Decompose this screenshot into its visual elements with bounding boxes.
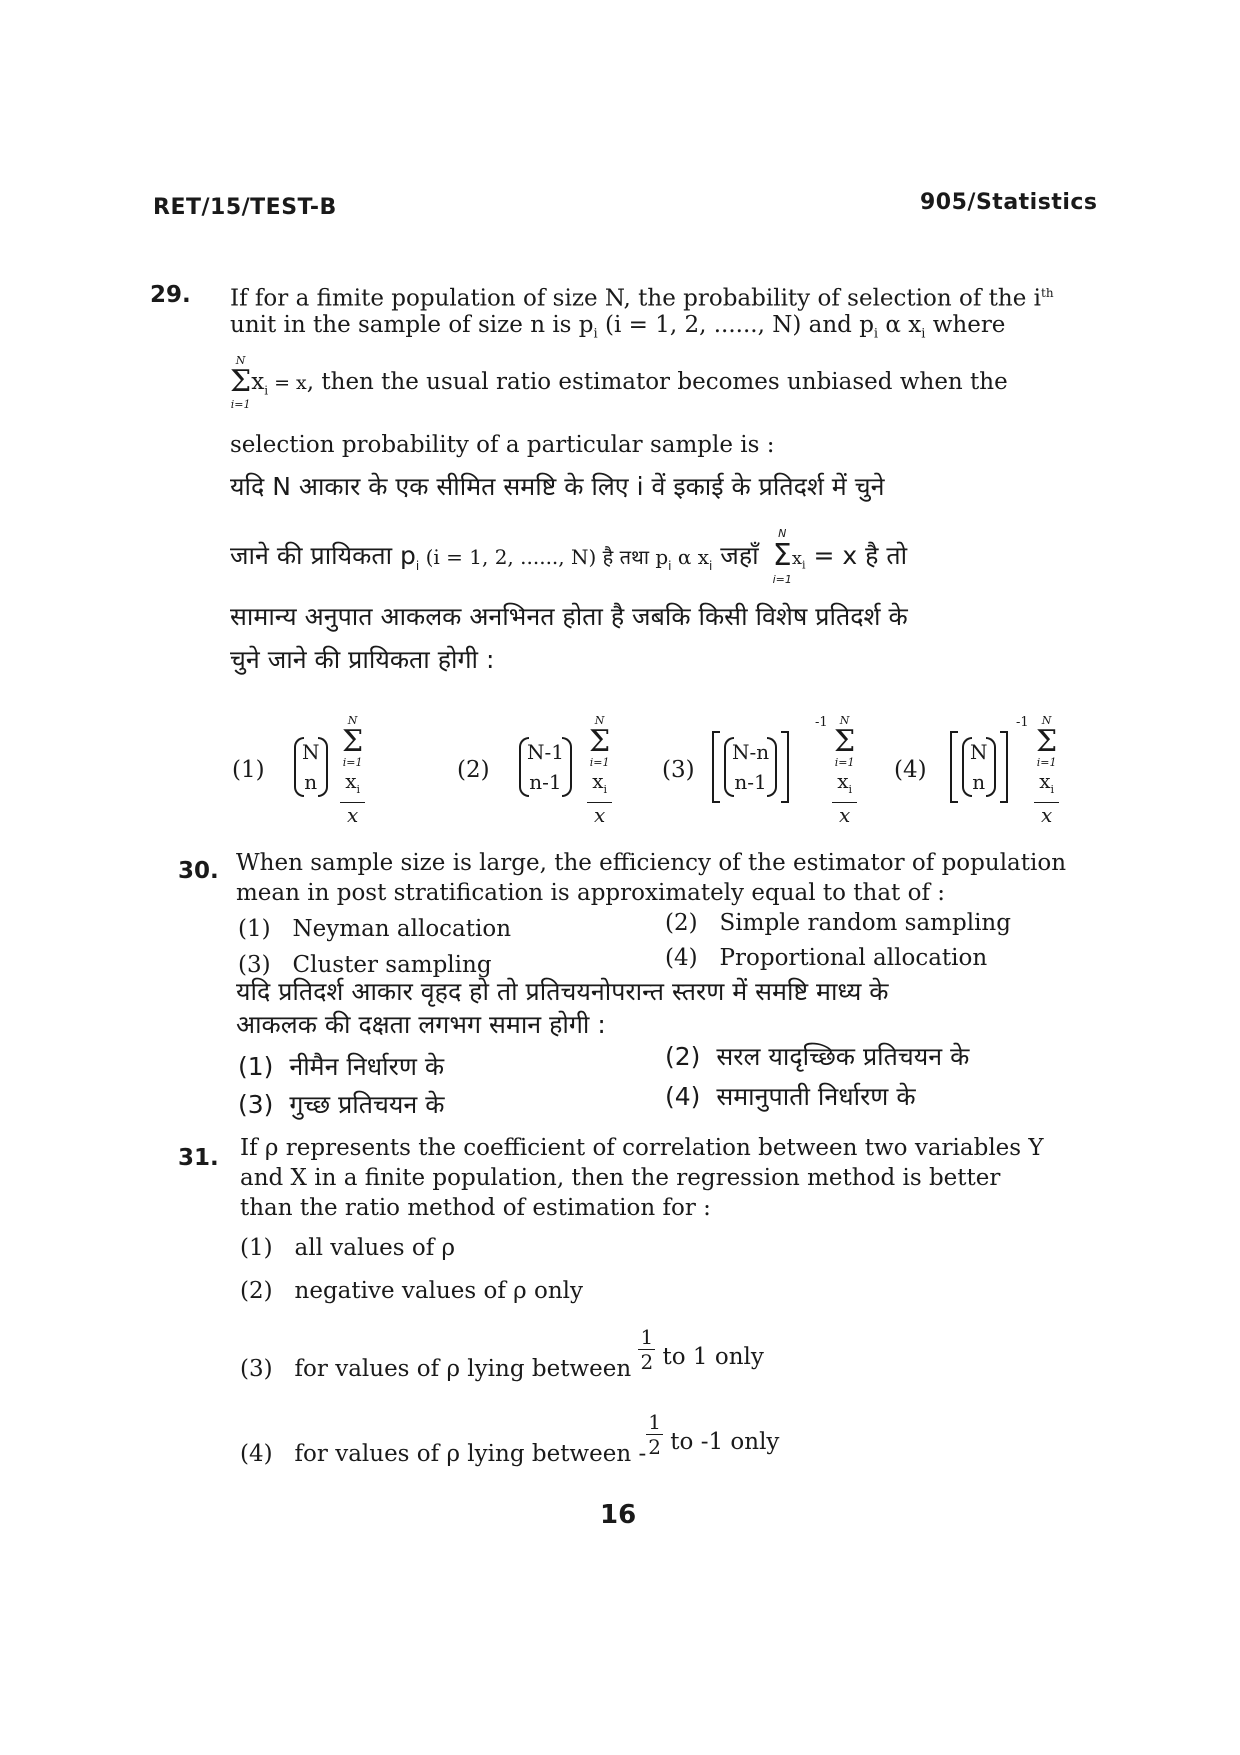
- sum-bottom: i=1: [342, 756, 363, 769]
- q29-hi-line1: यदि N आकार के एक सीमित समष्टि के लिए i वें इकाई के प्रतिदर्श में चुने: [230, 472, 885, 501]
- q29-option-3[interactable]: [662, 705, 856, 827]
- binom-bot: n: [304, 770, 318, 794]
- q29-en-line3-sub: i: [264, 383, 269, 398]
- sum-bottom: i=1: [834, 756, 855, 769]
- q29-en-line3-rest: , then the usual ratio estimator becomes unbiased when the: [306, 369, 1008, 395]
- sum-top: N: [347, 714, 358, 727]
- q31-number: 31.: [178, 1145, 219, 1171]
- q29-en-line2-sub1: i: [593, 326, 598, 342]
- q29-en-line1-text: If for a fimite population of size N, the probability of selection of the i: [230, 285, 1041, 312]
- q29-en-line2: [230, 310, 1005, 350]
- opt-label: (3): [238, 1090, 274, 1119]
- frac-num: x: [1039, 769, 1051, 793]
- sigma-icon: Σ: [230, 364, 252, 399]
- q29-option-2-binom: [519, 737, 572, 797]
- page-number: 16: [600, 1500, 637, 1530]
- q29-hi-sum-bottom: i=1: [772, 573, 792, 586]
- opt-text: गुच्छ प्रतिचयन के: [289, 1090, 445, 1119]
- q29-option-3-exponent: -1: [815, 715, 828, 730]
- sum-bottom: i=1: [589, 756, 610, 769]
- opt-label: (2): [665, 910, 698, 936]
- q29-option-4-binom: [962, 737, 996, 797]
- opt-label: (2): [240, 1278, 273, 1304]
- sigma-icon: Σ: [834, 724, 856, 759]
- q29-en-line2-sub3: i: [921, 326, 926, 342]
- binom-top: N-n: [732, 740, 770, 764]
- q31-option-2[interactable]: [240, 1278, 583, 1304]
- opt-text: Proportional allocation: [719, 945, 988, 971]
- opt-text: Neyman allocation: [292, 916, 512, 942]
- q31-en-line2: and X in a finite population, then the regression method is better: [240, 1165, 1001, 1191]
- q30-hi-option-1[interactable]: [238, 1050, 444, 1084]
- opt-label: (4): [665, 1082, 701, 1111]
- q31-option-3-fraction: [638, 1325, 655, 1374]
- opt-text: for values of ρ lying between -: [294, 1440, 647, 1467]
- q29-options: [232, 705, 1092, 825]
- q29-option-2[interactable]: [457, 705, 611, 827]
- q31-option-1[interactable]: [240, 1235, 455, 1261]
- q29-en-line2-a: unit in the sample of size n is p: [230, 312, 594, 338]
- q29-option-4-fraction: N Σ i=1 $x_i$ x: [1036, 714, 1058, 827]
- opt-label: (1): [238, 916, 271, 942]
- opt-label: (1): [240, 1235, 273, 1261]
- opt-text: for values of ρ lying between: [294, 1355, 632, 1382]
- opt-text: Simple random sampling: [719, 910, 1011, 936]
- q30-hi-option-4[interactable]: [665, 1080, 916, 1114]
- q29-option-3-binom: [724, 737, 777, 797]
- q29-en-line2-c: α x: [878, 312, 922, 338]
- opt-label: (1): [238, 1052, 274, 1081]
- header-left: RET/15/TEST-B: [153, 195, 337, 220]
- sigma-icon: Σ: [589, 724, 611, 759]
- q31-option-3[interactable]: [240, 1325, 764, 1382]
- sum-top: N: [594, 714, 605, 727]
- q29-hi-sum-top: N: [778, 527, 787, 540]
- q29-en-line2-d: where: [925, 312, 1006, 338]
- q29-hi-summation: [773, 528, 792, 586]
- q31-option-4[interactable]: [240, 1410, 780, 1467]
- opt-label: (4): [665, 945, 698, 971]
- frac-den: 2: [648, 1435, 661, 1459]
- opt-label: (4): [240, 1440, 273, 1467]
- q31-en-line3: than the ratio method of estimation for :: [240, 1195, 711, 1221]
- q29-hi-line2: जाने की प्रायिकता $p_i$ (i = 1, 2, ......, N) है तथा $p_i$ α $x_i$ जहाँ N Σ i=1 $x_i = x$ है तो: [230, 527, 908, 586]
- q30-en-option-4[interactable]: [665, 945, 987, 971]
- q29-hi-line3: सामान्य अनुपात आकलक अनभिनत होता है जबकि किसी विशेष प्रतिदर्श के: [230, 602, 908, 631]
- q31-en-line1: If ρ represents the coefficient of correlation between two variables Y: [240, 1135, 1044, 1161]
- q29-en-line2-sub2: i: [873, 326, 879, 342]
- q29-option-1-fraction: N Σ i=1 $x_i$ x: [342, 714, 364, 827]
- frac-num: x: [345, 769, 357, 793]
- opt-text: negative values of ρ only: [294, 1278, 584, 1304]
- q29-option-2-label: (2): [457, 757, 490, 783]
- binom-top: N-1: [527, 740, 564, 764]
- q29-option-1[interactable]: [232, 705, 364, 827]
- opt-label: (3): [238, 952, 271, 978]
- q29-hi-line2-b: (i = 1, 2, ......, N) है तथा p: [419, 545, 669, 569]
- q29-en-line2-b: (i = 1, 2, ......, N) and p: [597, 312, 874, 338]
- sigma-icon: Σ: [772, 538, 792, 573]
- frac-num: x: [837, 769, 849, 793]
- q31-option-4-fraction: [646, 1410, 663, 1459]
- header-right: 905/Statistics: [920, 190, 1098, 215]
- binom-bot: n: [972, 770, 986, 794]
- q30-en-option-2[interactable]: [665, 910, 1011, 936]
- q29-option-3-fraction: N Σ i=1 $x_i$ x: [834, 714, 856, 827]
- q30-en-option-1[interactable]: [238, 916, 511, 942]
- q29-hi-line2-e: = x है तो: [805, 541, 908, 570]
- sum-bottom: i=1: [1036, 756, 1057, 769]
- q30-en-line1: When sample size is large, the efficiency of the estimator of population: [236, 850, 1067, 876]
- q30-hi-line1: यदि प्रतिदर्श आकार वृहद हो तो प्रतिचयनोपरान्त स्तरण में समष्टि माध्य के: [236, 977, 889, 1006]
- q29-summation: [230, 355, 251, 411]
- q29-option-1-binom: [294, 737, 328, 797]
- q29-en-line3: [230, 355, 1008, 411]
- q29-en-line1: [230, 278, 1054, 314]
- q29-option-4[interactable]: [894, 705, 1058, 827]
- sum-top: N: [839, 714, 850, 727]
- q30-en-line2: mean in post stratification is approximately equal to that of :: [236, 880, 946, 906]
- frac-den: 2: [640, 1350, 654, 1374]
- opt-text: नीमैन निर्धारण के: [289, 1052, 445, 1081]
- frac-den: x: [346, 803, 359, 827]
- q29-en-line4: selection probability of a particular sample is :: [230, 432, 775, 458]
- opt-label: (2): [665, 1042, 701, 1071]
- opt-tail: to -1 only: [670, 1428, 780, 1455]
- opt-text: all values of ρ: [294, 1235, 456, 1261]
- frac-num: x: [592, 769, 604, 793]
- binom-bot: n-1: [734, 770, 767, 794]
- frac-den: x: [838, 803, 851, 827]
- q30-hi-line2: आकलक की दक्षता लगभग समान होगी :: [236, 1010, 606, 1039]
- opt-text: समानुपाती निर्धारण के: [716, 1082, 916, 1111]
- q29-number: 29.: [150, 282, 191, 308]
- sigma-icon: Σ: [342, 724, 364, 759]
- sum-top: N: [1041, 714, 1052, 727]
- q29-sum-bottom: i=1: [230, 398, 251, 411]
- q29-option-4-exponent: -1: [1016, 715, 1029, 730]
- frac-num: 1: [648, 1410, 661, 1434]
- binom-top: N: [970, 740, 988, 764]
- q29-en-line1-sup: th: [1041, 286, 1054, 300]
- binom-bot: n-1: [529, 770, 562, 794]
- q29-sum-top: N: [235, 354, 246, 367]
- q29-en-line3-x: x: [251, 369, 265, 395]
- q30-hi-option-2[interactable]: [665, 1040, 969, 1074]
- q29-hi-line2-d: जहाँ: [712, 541, 759, 570]
- frac-den: x: [1040, 803, 1053, 827]
- frac-num: 1: [640, 1325, 654, 1349]
- q29-hi-line2-a: जाने की प्रायिकता p: [230, 541, 416, 570]
- q30-hi-option-3[interactable]: [238, 1088, 444, 1122]
- opt-label: (3): [240, 1355, 273, 1382]
- frac-den: x: [593, 803, 606, 827]
- q29-hi-line4: चुने जाने की प्रायिकता होगी :: [230, 645, 495, 674]
- q30-number: 30.: [178, 858, 219, 884]
- sigma-icon: Σ: [1036, 724, 1058, 759]
- q29-option-2-fraction: N Σ i=1 $x_i$ x: [589, 714, 611, 827]
- q29-option-3-label: (3): [662, 757, 695, 783]
- opt-text: Cluster sampling: [292, 952, 492, 978]
- q29-en-line3-eq: = x: [268, 372, 307, 394]
- opt-text: सरल यादृच्छिक प्रतिचयन के: [716, 1042, 970, 1071]
- q29-hi-line2-c: α x: [671, 545, 710, 569]
- binom-top: N: [302, 740, 320, 764]
- opt-tail: to 1 only: [662, 1343, 764, 1370]
- q29-option-1-label: (1): [232, 757, 265, 783]
- q29-option-4-label: (4): [894, 757, 927, 783]
